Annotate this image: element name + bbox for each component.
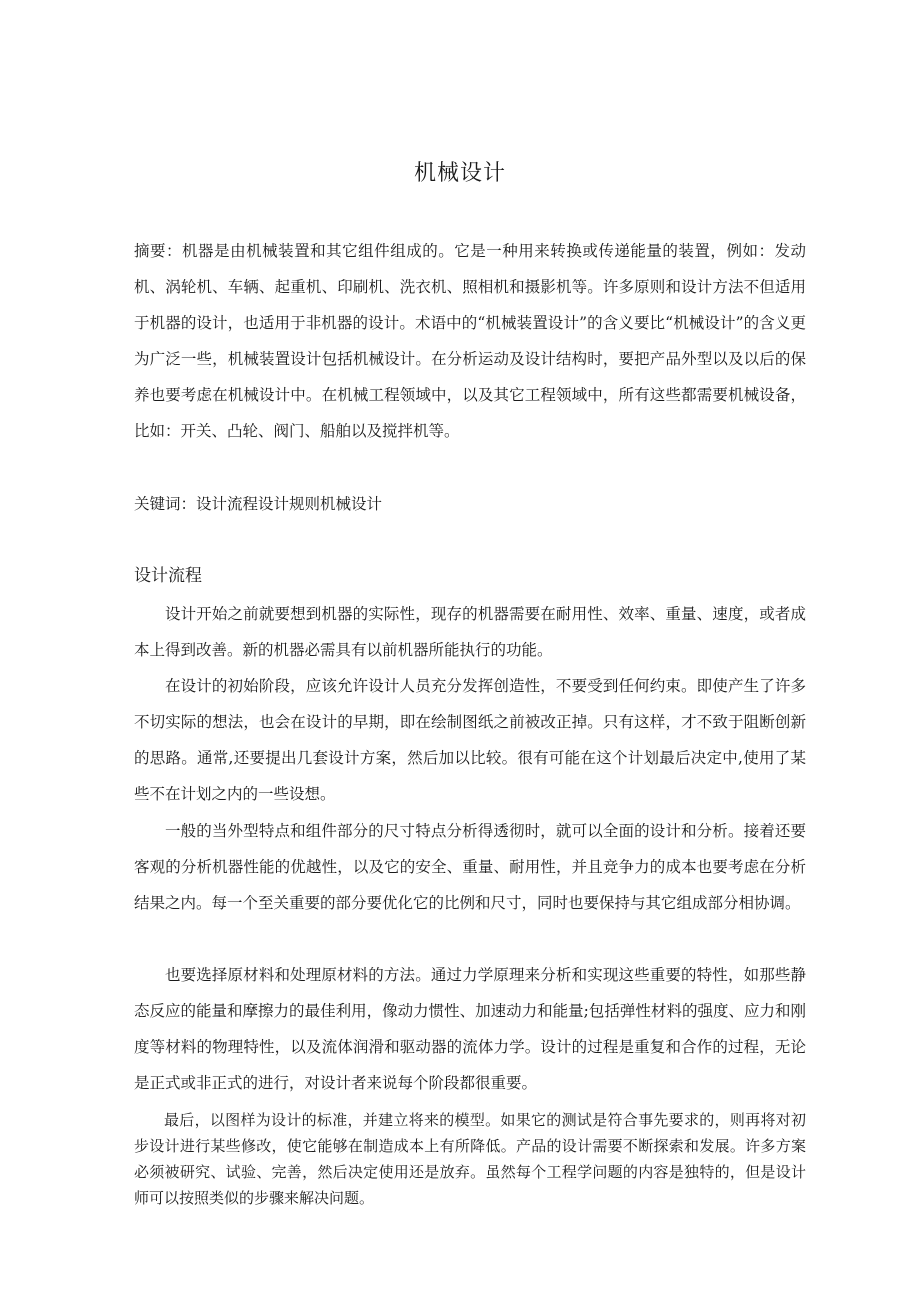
page-title: 机械设计 <box>413 161 506 186</box>
abstract-paragraph: 摘要：机器是由机械装置和其它组件组成的。它是一种用来转换或传递能量的装置，例如：发动机、涡轮机、车辆、起重机、印刷机、洗衣机、照相机和摄影机等。许多原则和设计方法不但适用于机器的设计，也适用于非机器的设计。术语中的“机械装置设计”的含义要比“机械设计”的含义更为广泛一些，机械装置设计包括机械设计。在分析运动及设计结构时，要把产品外型以及以后的保养也要考虑在机械设计中。在机械工程领域中，以及其它工程领域中，所有这些都需要机械设备，比如：开关、凸轮、阀门、船舶以及搅拌机等。 <box>134 242 806 440</box>
body-paragraph-4: 也要选择原材料和处理原材料的方法。通过力学原理来分析和实现这些重要的特性，如那些静态反应的能量和摩擦力的最佳利用，像动力惯性、加速动力和能量;包括弹性材料的强度、应力和刚度等材料的物理特性，以及流体润滑和驱动器的流体力学。设计的过程是重复和合作的过程，无论是正式或非正式的进行，对设计者来说每个阶段都很重要。 <box>134 966 806 1092</box>
body-paragraph-5: 最后，以图样为设计的标准，并建立将来的模型。如果它的测试是符合事先要求的，则再将对初步设计进行某些修改，使它能够在制造成本上有所降低。产品的设计需要不断探索和发展。许多方案必须被研究、试验、完善，然后决定使用还是放弃。虽然每个工程学问题的内容是独特的，但是设计师可以按照类似的步骤来解决问题。 <box>134 1111 806 1207</box>
body-paragraph-1: 设计开始之前就要想到机器的实际性，现存的机器需要在耐用性、效率、重量、速度，或者成本上得到改善。新的机器必需具有以前机器所能执行的功能。 <box>134 605 806 659</box>
body-paragraph-2: 在设计的初始阶段，应该允许设计人员充分发挥创造性，不要受到任何约束。即使产生了许多不切实际的想法，也会在设计的早期，即在绘制图纸之前被改正掉。只有这样，才不致于阻断创新的思路。通常,还要提出几套设计方案，然后加以比较。很有可能在这个计划最后决定中,使用了某些不在计划之内的一些设想。 <box>134 677 806 803</box>
section-heading: 设计流程 <box>134 566 202 586</box>
keywords-line: 关键词：设计流程设计规则机械设计 <box>134 495 383 513</box>
body-paragraph-3: 一般的当外型特点和组件部分的尺寸特点分析得透彻时，就可以全面的设计和分析。接着还要客观的分析机器性能的优越性，以及它的安全、重量、耐用性，并且竞争力的成本也要考虑在分析结果之内。每一个至关重要的部分要优化它的比例和尺寸，同时也要保持与其它组成部分相协调。 <box>134 822 806 912</box>
